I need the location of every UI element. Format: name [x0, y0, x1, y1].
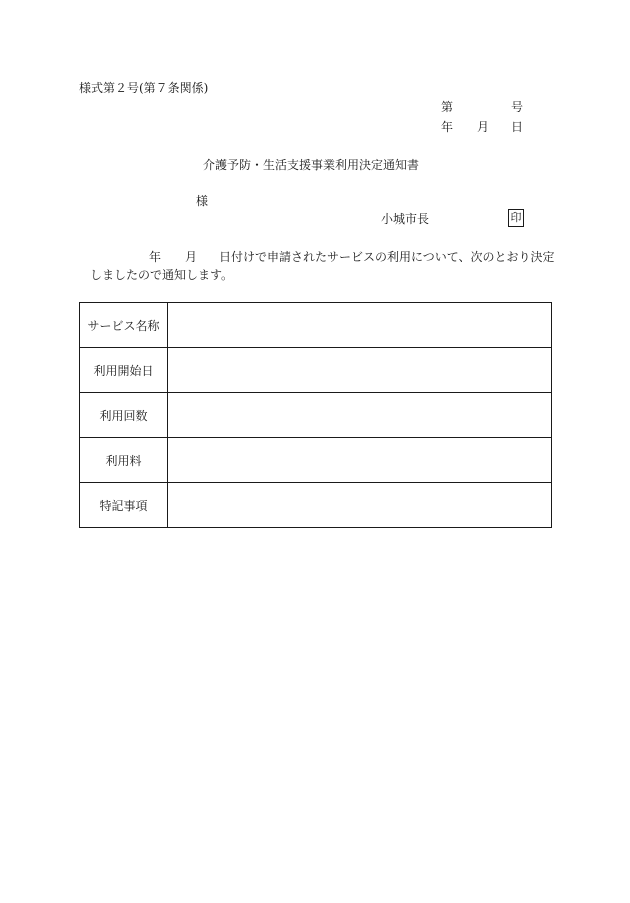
table-row: [80, 393, 552, 438]
number-prefix: 第: [441, 100, 454, 114]
table-row: [80, 303, 552, 348]
body-month-label: 月: [185, 250, 198, 264]
row-label-usage-count: 利用回数: [80, 393, 168, 438]
row-value-fee: [168, 438, 552, 483]
document-title: 介護予防・生活支援事業利用決定通知書: [203, 158, 420, 172]
date-day-label: 日: [511, 120, 524, 134]
service-info-table: [79, 302, 552, 528]
seal-stamp: 印: [508, 209, 524, 227]
row-label-fee: 利用料: [80, 438, 168, 483]
body-text-line1: 日付けで申請されたサービスの利用について、次のとおり決定: [219, 250, 555, 264]
issuer-name: 小城市長: [381, 212, 430, 226]
table-row: [80, 438, 552, 483]
recipient-honorific: 様: [196, 194, 209, 208]
date-year-label: 年: [441, 120, 454, 134]
date-month-label: 月: [477, 120, 490, 134]
row-label-remarks: 特記事項: [80, 483, 168, 528]
body-text-line2: しましたので通知します。: [90, 268, 234, 282]
table-row: [80, 348, 552, 393]
body-year-label: 年: [149, 250, 162, 264]
row-label-start-date: 利用開始日: [80, 348, 168, 393]
row-label-service-name: サービス名称: [80, 303, 168, 348]
row-value-usage-count: [168, 393, 552, 438]
row-value-remarks: [168, 483, 552, 528]
table-row: [80, 483, 552, 528]
row-value-start-date: [168, 348, 552, 393]
number-suffix: 号: [511, 100, 524, 114]
form-number: 様式第２号(第７条関係): [79, 81, 209, 95]
row-value-service-name: [168, 303, 552, 348]
